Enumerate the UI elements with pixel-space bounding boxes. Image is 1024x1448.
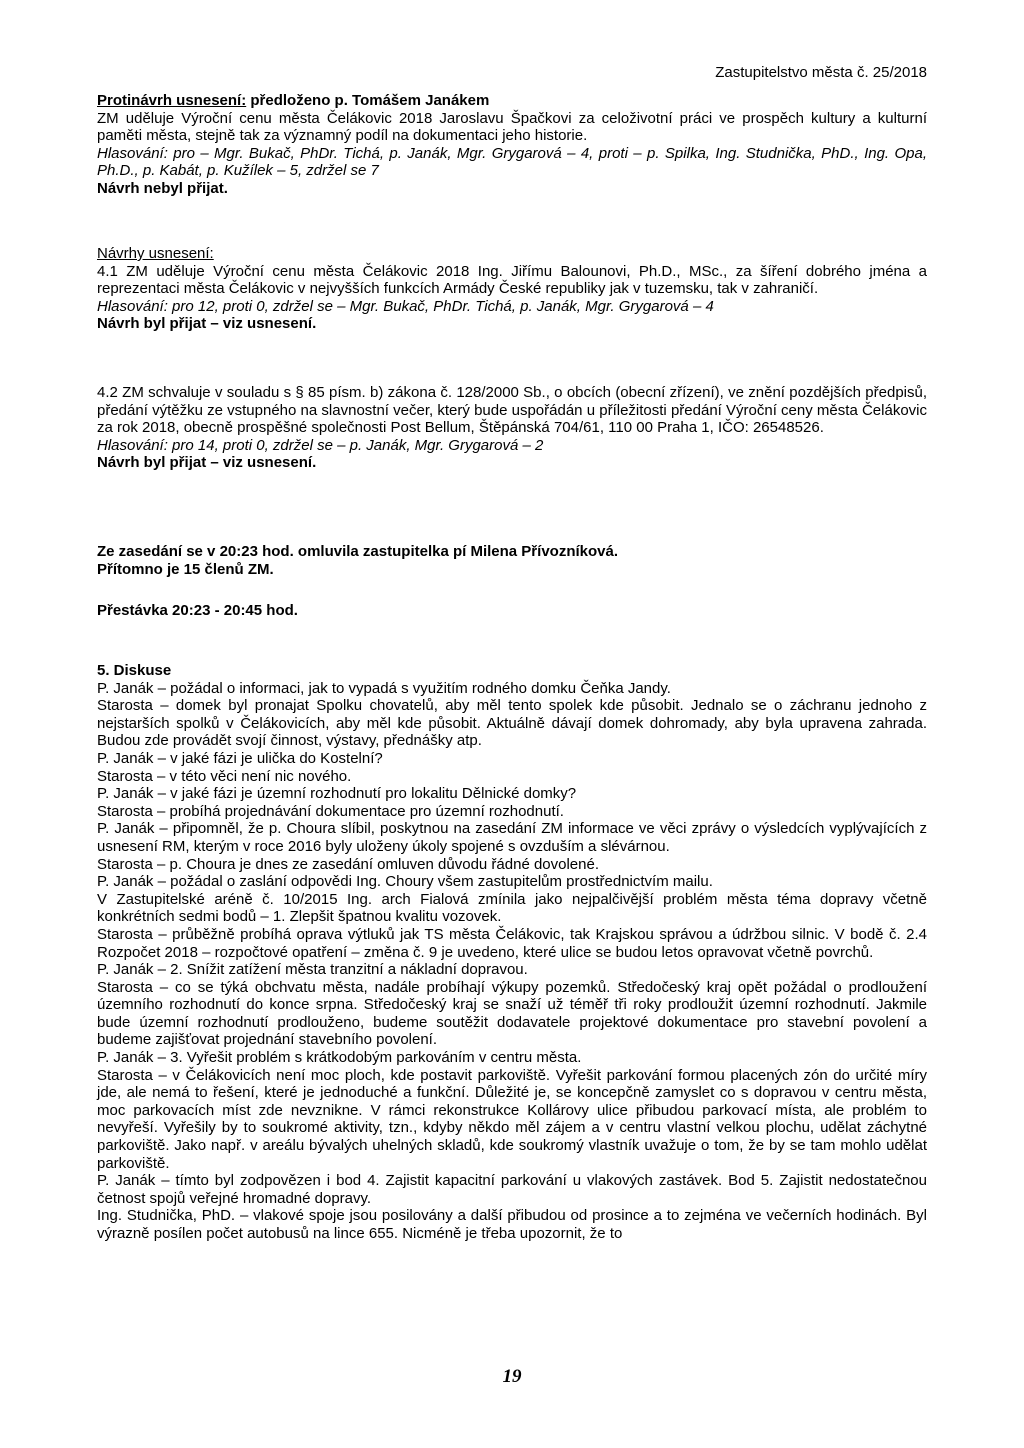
discussion-paragraph: P. Janák – požádal o informaci, jak to vypadá s využitím rodného domku Čeňka Jandy. <box>97 679 671 697</box>
discussion-paragraph: P. Janák – v jaké fázi je územní rozhodnutí pro lokalitu Dělnické domky? <box>97 785 577 803</box>
discussion-paragraph: Starosta – průběžně probíhá oprava výtluků jak TS města Čelákovic, tak Krajskou správou a údržbou silnic. V bodě č. 2.4 Rozpočet 2018 – rozpočtové opatření – změna č. 9 je uvedeno, které ulice se budou letos opravovat včetně povrchů. <box>97 925 927 961</box>
discussion-paragraph: P. Janák – tímto byl zodpovězen i bod 4. Zajistit kapacitní parkování u vlakových zastávek. Bod 5. Zajistit nedostatečnou četnost spojů veřejné hromadné dopravy. <box>97 1172 927 1207</box>
counter-proposal-heading <box>97 92 927 110</box>
discussion-paragraph: Starosta – probíhá projednávání dokumentace pro územní rozhodnutí. <box>97 802 564 820</box>
proposal-4-1-result: Návrh byl přijat – viz usnesení. <box>97 315 317 333</box>
counter-proposal-text: ZM uděluje Výroční cenu města Čelákovic 2018 Jaroslavu Špačkovi za celoživotní práci ve prospěch kultury a kulturní paměti města, stejně tak za významný podíl na dokumentaci jeho historie. <box>97 109 927 145</box>
discussion-paragraph: P. Janák – požádal o zaslání odpovědi Ing. Choury všem zastupitelům prostřednictvím mailu. <box>97 873 713 891</box>
departure-notice: Ze zasedání se v 20:23 hod. omluvila zastupitelka pí Milena Přívozníková. <box>97 543 619 560</box>
proposal-4-2-vote: Hlasování: pro 14, proti 0, zdržel se – p. Janák, Mgr. Grygarová – 2 <box>97 436 544 454</box>
discussion-paragraph: Ing. Studnička, PhD. – vlakové spoje jsou posilovány a další přibudou od prosince a to zejména ve večerních hodinách. Byl výrazně posílen počet autobusů na lince 655. Nicméně je třeba upozornit, že to <box>97 1207 927 1242</box>
counter-proposal-section <box>97 92 927 198</box>
counter-proposal-label: Protinávrh usnesení: <box>97 92 247 109</box>
proposal-4-1-vote: Hlasování: pro 12, proti 0, zdržel se – Mgr. Bukač, PhDr. Tichá, p. Janák, Mgr. Grygarová – 4 <box>97 297 714 315</box>
page-number: 19 <box>502 1366 522 1387</box>
proposals-label: Návrhy usnesení: <box>97 245 214 262</box>
discussion-paragraph: P. Janák – v jaké fázi je ulička do Kostelní? <box>97 749 383 767</box>
discussion-paragraph: P. Janák – 2. Snížit zatížení města tranzitní a nákladní dopravou. <box>97 961 528 979</box>
break-notice <box>97 602 927 620</box>
proposal-4-1-text: 4.1 ZM uděluje Výroční cenu města Čelákovic 2018 Ing. Jiřímu Balounovi, Ph.D., MSc., za šíření dobrého jména a reprezentaci města Čelákovic v nejvyšších funkcích Armády České republiky jak v tuzemsku, tak v zahraničí. <box>97 262 927 298</box>
discussion-paragraph: Starosta – co se týká obchvatu města, nadále probíhají výkupy pozemků. Středočeský kraj opět požádal o prodloužení územního rozhodnutí do konce srpna. Středočeský kraj se snaží už téměř tři roky prodloužit územní rozhodnutí. Jakmile bude územní rozhodnutí prodlouženo, budeme soutěžit dodavatele projektové dokumentace pro stavební povolení a budeme zajišťovat projednání stavebního povolení. <box>97 978 927 1049</box>
discussion-heading: 5. Diskuse <box>97 662 172 679</box>
counter-proposal-vote: Hlasování: pro – Mgr. Bukač, PhDr. Tichá, p. Janák, Mgr. Grygarová – 4, proti – p. Spilka, Ing. Studnička, PhD., Ing. Opa, Ph.D., p. Kabát, p. Kužílek – 5, zdržel se 7 <box>97 144 927 180</box>
discussion-paragraph: P. Janák – připomněl, že p. Choura slíbil, poskytnou na zasedání ZM informace ve věci zprávy o výsledcích vyplývajících z usnesení RM, kterým v roce 2016 byly uloženy úkoly spojené s ovzduším a slévárnou. <box>97 820 927 855</box>
discussion-paragraph: Starosta – domek byl pronajat Spolku chovatelů, aby měl tento spolek kde působit. Jednalo se o záchranu jednoho z nejstarších spolků v Čelákovicích, aby měl kde působit. Aktuálně dávají domek dohromady, aby byla upravena zahrada. Budou zde provádět svojí činnost, výstavy, přednášky atp. <box>97 697 927 750</box>
discussion-section <box>97 662 927 1243</box>
attendance-count: Přítomno je 15 členů ZM. <box>97 560 274 578</box>
resolution-proposals-section <box>97 245 927 333</box>
discussion-paragraph: Starosta – p. Choura je dnes ze zasedání omluven důvodu řádné dovolené. <box>97 855 600 873</box>
discussion-paragraph: Starosta – v této věci není nic nového. <box>97 767 352 785</box>
counter-proposal-result: Návrh nebyl přijat. <box>97 179 228 197</box>
counter-proposal-author: předloženo p. Tomášem Janákem <box>246 92 490 109</box>
proposal-4-2-result: Návrh byl přijat – viz usnesení. <box>97 454 317 472</box>
discussion-paragraph: Starosta – v Čelákovicích není moc ploch, kde postavit parkoviště. Vyřešit parkování formou placených zón do určité míry jde, ale nemá to řešení, které je jednoduché a funkční. Důležité je, se koncepčně zamyslet co s dopravou v centru města, moc parkovacích míst zde nevznikne. V rámci rekonstrukce Kollárovy ulice přibudou parkovací místa, ale problém to nevyřeší. Vyřešily by to soukromé aktivity, tzn., kdyby někdo měl zájem a v centru vlastní velkou plochu, udělat záchytné parkoviště. Jako např. v areálu bývalých uhelných skladů, kde soukromý vlastník uvažuje o tom, že by se tam mohlo udělat parkoviště. <box>97 1066 927 1172</box>
document-header: Zastupitelstvo města č. 25/2018 <box>715 64 927 81</box>
proposal-4-2-section <box>97 384 927 472</box>
proposal-4-2-text: 4.2 ZM schvaluje v souladu s § 85 písm. b) zákona č. 128/2000 Sb., o obcích (obecní zřízení), ve znění pozdějších předpisů, předání výtěžku ze vstupného na slavnostní večer, který bude uspořádán u příležitosti předání Výroční ceny města Čelákovic za rok 2018, obecně prospěšné společnosti Post Bellum, Štěpánská 704/61, 110 00 Praha 1, IČO: 26548526. <box>97 384 927 437</box>
discussion-paragraph: P. Janák – 3. Vyřešit problém s krátkodobým parkováním v centru města. <box>97 1049 582 1067</box>
discussion-paragraph: V Zastupitelské aréně č. 10/2015 Ing. arch Fialová zmínila jako nejpalčivější problém města téma dopravy včetně konkrétních sedmi bodů – 1. Zlepšit špatnou kvalitu vozovek. <box>97 890 927 926</box>
break-time: Přestávka 20:23 - 20:45 hod. <box>97 602 298 619</box>
attendance-notice <box>97 543 927 578</box>
